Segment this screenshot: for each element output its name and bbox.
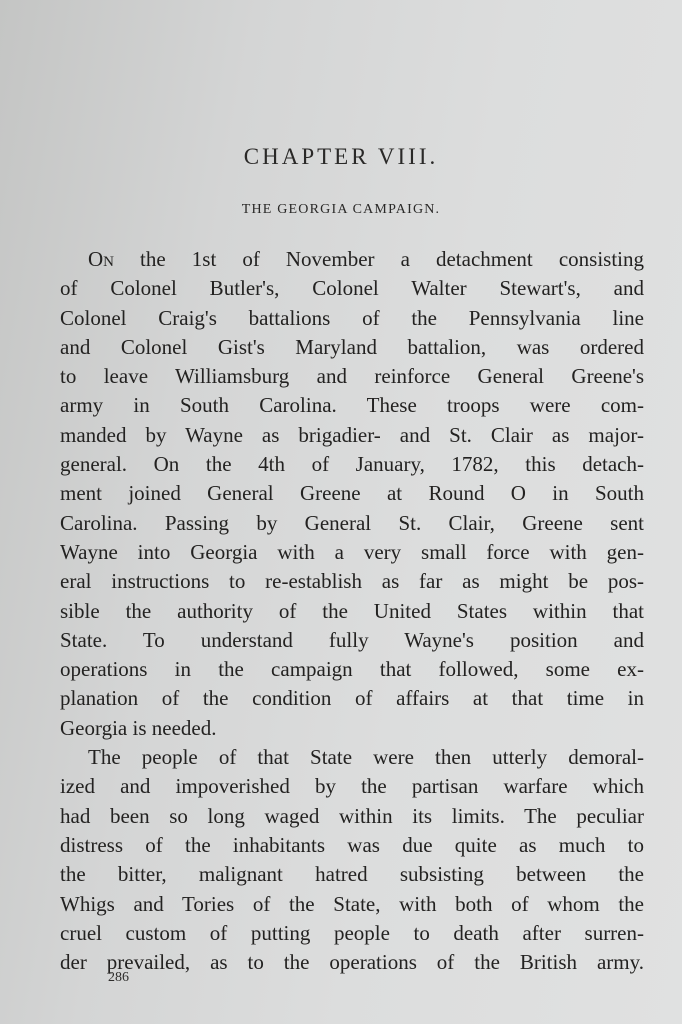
paragraph-2 bbox=[60, 743, 644, 977]
text-line: Whigs and Tories of the State, with both of whom the bbox=[60, 891, 644, 916]
text-line: and Colonel Gist's Maryland battalion, was ordered bbox=[60, 334, 644, 359]
text-line: eral instructions to re-establish as far as might be pos- bbox=[60, 569, 644, 594]
text-line: On the 1st of November a detachment consisting bbox=[88, 247, 644, 271]
drop-word: On bbox=[88, 247, 114, 271]
text-line: ized and impoverished by the partisan warfare which bbox=[60, 774, 644, 799]
text-line: Carolina. Passing by General St. Clair, Greene sent bbox=[60, 510, 644, 535]
text-line: The people of that State were then utterly demoral- bbox=[88, 745, 644, 770]
text-line: distress of the inhabitants was due quite as much to bbox=[60, 832, 644, 857]
text-line: had been so long waged within its limits. The peculiar bbox=[60, 803, 644, 828]
text-line: State. To understand fully Wayne's position and bbox=[60, 627, 644, 652]
page-number: 286 bbox=[108, 970, 129, 985]
text-line: cruel custom of putting people to death after surren- bbox=[60, 920, 644, 945]
text-line: army in South Carolina. These troops were com- bbox=[60, 393, 644, 418]
text-line: operations in the campaign that followed, some ex- bbox=[60, 657, 644, 682]
text-line: manded by Wayne as brigadier- and St. Clair as major- bbox=[60, 422, 644, 447]
chapter-subtitle: THE GEORGIA CAMPAIGN. bbox=[241, 202, 441, 217]
text-line: planation of the condition of affairs at that time in bbox=[60, 686, 644, 711]
text-line: sible the authority of the United States within that bbox=[60, 598, 644, 623]
body-text bbox=[60, 245, 644, 977]
text-line: to leave Williamsburg and reinforce General Greene's bbox=[60, 364, 644, 389]
text-line: Colonel Craig's battalions of the Pennsylvania line bbox=[60, 305, 644, 330]
text-line: Georgia is needed. bbox=[60, 715, 217, 740]
text-line: der prevailed, as to the operations of the British army. bbox=[60, 950, 644, 975]
text-line: general. On the 4th of January, 1782, this detach- bbox=[60, 452, 644, 477]
text-line: ment joined General Greene at Round O in South bbox=[60, 481, 644, 506]
text-line: the bitter, malignant hatred subsisting between the bbox=[60, 862, 644, 887]
paragraph-1 bbox=[60, 245, 644, 743]
chapter-title: CHAPTER VIII. bbox=[243, 144, 439, 169]
text-line: of Colonel Butler's, Colonel Walter Stewart's, and bbox=[60, 276, 644, 301]
text-line: Wayne into Georgia with a very small force with gen- bbox=[60, 539, 644, 564]
